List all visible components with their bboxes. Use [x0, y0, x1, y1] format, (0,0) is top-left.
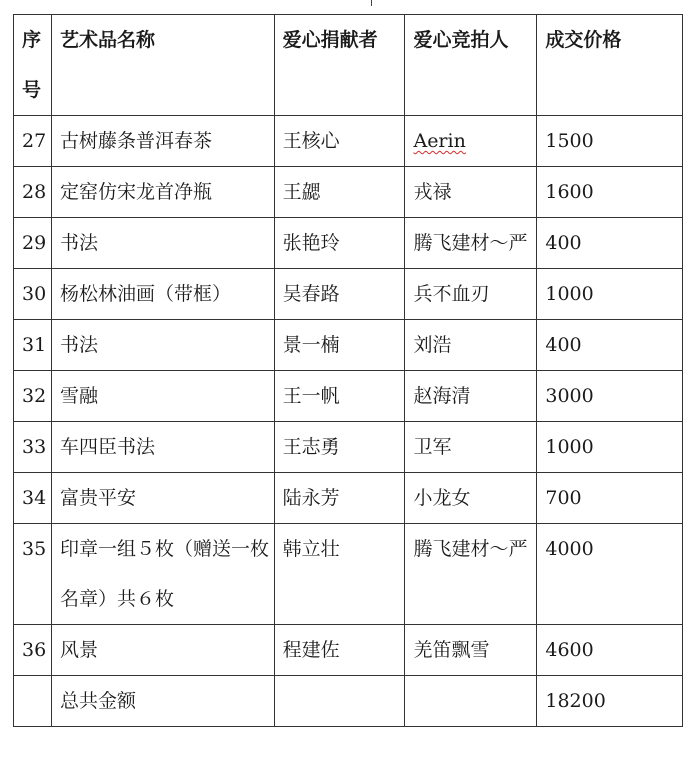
- cell-no: 35: [14, 524, 52, 625]
- cell-artwork: 古树藤条普洱春茶: [51, 116, 274, 167]
- auction-results-table: [13, 14, 683, 727]
- cell-price: 3000: [537, 371, 683, 422]
- cell-donor: 陆永芳: [274, 473, 405, 524]
- cell-price: 1000: [537, 269, 683, 320]
- header-row: [14, 15, 683, 116]
- cell-no: 31: [14, 320, 52, 371]
- header-no: 序号: [14, 15, 52, 116]
- cell-price: 1500: [537, 116, 683, 167]
- cell-bidder: 赵海清: [405, 371, 537, 422]
- cell-price: 4600: [537, 625, 683, 676]
- cell-no: 34: [14, 473, 52, 524]
- cell-donor: 王一帆: [274, 371, 405, 422]
- cell-bidder: 腾飞建材～严: [405, 524, 537, 625]
- cell-bidder: 羌笛飘雪: [405, 625, 537, 676]
- cell-artwork: 杨松林油画（带框）: [51, 269, 274, 320]
- cell-donor: 吴春路: [274, 269, 405, 320]
- cell-artwork: 书法: [51, 218, 274, 269]
- cell-bidder: 兵不血刃: [405, 269, 537, 320]
- cell-no: 28: [14, 167, 52, 218]
- cell-artwork: 风景: [51, 625, 274, 676]
- header-bidder: 爱心竞拍人: [405, 15, 537, 116]
- cell-bidder-empty: [405, 676, 537, 727]
- cell-artwork: 定窑仿宋龙首净瓶: [51, 167, 274, 218]
- cell-artwork: 印章一组５枚（赠送一枚名章）共６枚: [51, 524, 274, 625]
- cell-artwork: 富贵平安: [51, 473, 274, 524]
- cell-donor: 王勰: [274, 167, 405, 218]
- cell-donor: 王志勇: [274, 422, 405, 473]
- cell-donor: 景一楠: [274, 320, 405, 371]
- cell-price: 400: [537, 218, 683, 269]
- cell-donor-empty: [274, 676, 405, 727]
- cell-price: 400: [537, 320, 683, 371]
- cell-donor: 张艳玲: [274, 218, 405, 269]
- table-row: [14, 625, 683, 676]
- table-row: [14, 524, 683, 625]
- total-row: [14, 676, 683, 727]
- cell-artwork: 车四臣书法: [51, 422, 274, 473]
- header-donor: 爱心捐献者: [274, 15, 405, 116]
- cell-no: 33: [14, 422, 52, 473]
- table-row: [14, 269, 683, 320]
- cell-price: 700: [537, 473, 683, 524]
- cell-bidder: 卫军: [405, 422, 537, 473]
- table-row: [14, 320, 683, 371]
- table-row: [14, 371, 683, 422]
- table-row: [14, 473, 683, 524]
- cell-no: 27: [14, 116, 52, 167]
- cell-no: 36: [14, 625, 52, 676]
- cell-donor: 韩立壮: [274, 524, 405, 625]
- cell-bidder-text: Aerin: [413, 130, 466, 152]
- cell-price: 1000: [537, 422, 683, 473]
- table-row: [14, 167, 683, 218]
- cell-no: 29: [14, 218, 52, 269]
- top-edge-mark: [371, 0, 372, 6]
- cell-artwork: 书法: [51, 320, 274, 371]
- cell-bidder: 腾飞建材～严: [405, 218, 537, 269]
- cell-bidder: 戎禄: [405, 167, 537, 218]
- cell-no: 32: [14, 371, 52, 422]
- cell-bidder: [405, 116, 537, 167]
- cell-donor: 程建佐: [274, 625, 405, 676]
- table-row: [14, 218, 683, 269]
- cell-price: 1600: [537, 167, 683, 218]
- total-label: 总共金额: [51, 676, 274, 727]
- cell-bidder: 刘浩: [405, 320, 537, 371]
- cell-donor: 王核心: [274, 116, 405, 167]
- cell-price: 4000: [537, 524, 683, 625]
- header-price: 成交价格: [537, 15, 683, 116]
- table-row: [14, 422, 683, 473]
- cell-bidder: 小龙女: [405, 473, 537, 524]
- cell-artwork: 雪融: [51, 371, 274, 422]
- cell-no-empty: [14, 676, 52, 727]
- header-artwork: 艺术品名称: [51, 15, 274, 116]
- total-value: 18200: [537, 676, 683, 727]
- cell-no: 30: [14, 269, 52, 320]
- table-row: [14, 116, 683, 167]
